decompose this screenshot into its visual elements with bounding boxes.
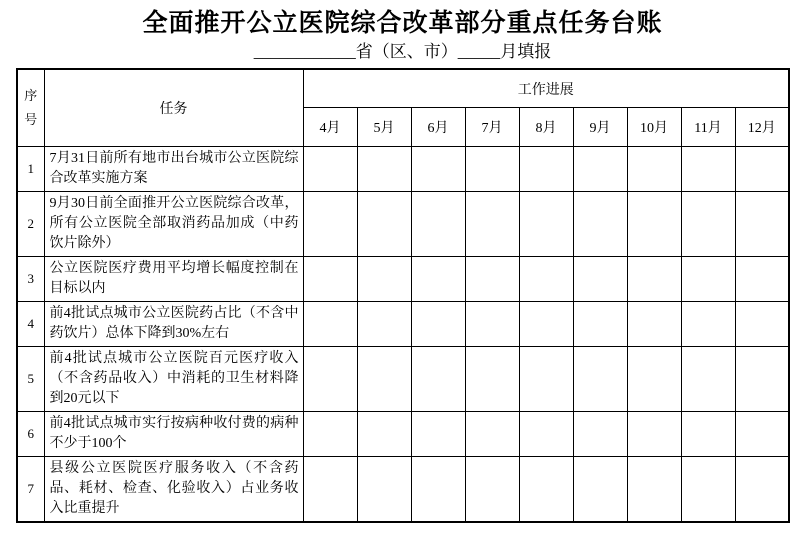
progress-cell — [627, 347, 681, 412]
progress-cell — [303, 412, 357, 457]
col-header-task: 任务 — [44, 69, 303, 147]
progress-cell — [519, 192, 573, 257]
task-text: 7月31日前所有地市出台城市公立医院综合改革实施方案 — [44, 147, 303, 192]
progress-cell — [519, 147, 573, 192]
document-subtitle: ____________省（区、市）_____月填报 — [253, 42, 552, 61]
progress-cell — [573, 412, 627, 457]
progress-cell — [573, 347, 627, 412]
progress-cell — [735, 412, 789, 457]
row-number: 5 — [17, 347, 44, 412]
task-ledger-table — [16, 68, 790, 523]
table-row — [17, 302, 789, 347]
progress-cell — [681, 347, 735, 412]
progress-cell — [357, 457, 411, 523]
document-title: 全面推开公立医院综合改革部分重点任务台账 — [142, 10, 663, 37]
progress-cell — [465, 302, 519, 347]
table-row — [17, 457, 789, 523]
progress-cell — [465, 347, 519, 412]
progress-cell — [735, 192, 789, 257]
progress-cell — [357, 412, 411, 457]
progress-cell — [681, 457, 735, 523]
progress-cell — [357, 192, 411, 257]
progress-cell — [465, 192, 519, 257]
progress-cell — [465, 147, 519, 192]
progress-cell — [627, 147, 681, 192]
progress-cell — [411, 192, 465, 257]
progress-cell — [627, 257, 681, 302]
progress-cell — [681, 257, 735, 302]
progress-cell — [573, 257, 627, 302]
progress-cell — [519, 412, 573, 457]
progress-cell — [303, 302, 357, 347]
col-header-month-oct: 10月 — [627, 108, 681, 147]
progress-cell — [573, 147, 627, 192]
col-header-month-nov: 11月 — [681, 108, 735, 147]
progress-cell — [681, 302, 735, 347]
table-row — [17, 192, 789, 257]
progress-cell — [411, 302, 465, 347]
table-row — [17, 147, 789, 192]
progress-cell — [627, 192, 681, 257]
progress-cell — [411, 147, 465, 192]
progress-cell — [681, 147, 735, 192]
row-number: 2 — [17, 192, 44, 257]
progress-cell — [627, 457, 681, 523]
progress-cell — [735, 457, 789, 523]
progress-cell — [735, 347, 789, 412]
progress-cell — [465, 257, 519, 302]
progress-cell — [573, 192, 627, 257]
progress-cell — [681, 412, 735, 457]
progress-cell — [357, 347, 411, 412]
progress-cell — [411, 257, 465, 302]
progress-cell — [303, 457, 357, 523]
progress-cell — [303, 147, 357, 192]
progress-cell — [411, 412, 465, 457]
task-text: 9月30日前全面推开公立医院综合改革，所有公立医院全部取消药品加成（中药饮片除外） — [44, 192, 303, 257]
col-header-progress: 工作进展 — [303, 69, 789, 108]
row-number: 6 — [17, 412, 44, 457]
task-text: 前4批试点城市公立医院药占比（不含中药饮片）总体下降到30%左右 — [44, 302, 303, 347]
progress-cell — [303, 347, 357, 412]
document-page — [0, 9, 805, 537]
progress-cell — [735, 147, 789, 192]
header-row-top — [17, 69, 789, 108]
col-header-month-aug: 8月 — [519, 108, 573, 147]
progress-cell — [465, 457, 519, 523]
row-number: 7 — [17, 457, 44, 523]
progress-cell — [519, 457, 573, 523]
progress-cell — [303, 257, 357, 302]
col-header-month-dec: 12月 — [735, 108, 789, 147]
progress-cell — [519, 302, 573, 347]
progress-cell — [411, 347, 465, 412]
table-row — [17, 412, 789, 457]
progress-cell — [519, 347, 573, 412]
table-row — [17, 257, 789, 302]
row-number: 4 — [17, 302, 44, 347]
progress-cell — [735, 257, 789, 302]
progress-cell — [627, 302, 681, 347]
progress-cell — [573, 302, 627, 347]
row-number: 3 — [17, 257, 44, 302]
task-text: 前4批试点城市实行按病种收付费的病种不少于100个 — [44, 412, 303, 457]
progress-cell — [735, 302, 789, 347]
table-row — [17, 347, 789, 412]
progress-cell — [573, 457, 627, 523]
col-header-month-may: 5月 — [357, 108, 411, 147]
col-header-month-jun: 6月 — [411, 108, 465, 147]
col-header-month-apr: 4月 — [303, 108, 357, 147]
task-text: 前4批试点城市公立医院百元医疗收入（不含药品收入）中消耗的卫生材料降到20元以下 — [44, 347, 303, 412]
progress-cell — [681, 192, 735, 257]
col-header-month-sep: 9月 — [573, 108, 627, 147]
progress-cell — [411, 457, 465, 523]
progress-cell — [519, 257, 573, 302]
task-text: 公立医院医疗费用平均增长幅度控制在目标以内 — [44, 257, 303, 302]
progress-cell — [465, 412, 519, 457]
progress-cell — [303, 192, 357, 257]
progress-cell — [627, 412, 681, 457]
col-header-month-jul: 7月 — [465, 108, 519, 147]
task-text: 县级公立医院医疗服务收入（不含药品、耗材、检查、化验收入）占业务收入比重提升 — [44, 457, 303, 523]
progress-cell — [357, 257, 411, 302]
row-number: 1 — [17, 147, 44, 192]
progress-cell — [357, 302, 411, 347]
col-header-index: 序号 — [17, 69, 44, 147]
progress-cell — [357, 147, 411, 192]
